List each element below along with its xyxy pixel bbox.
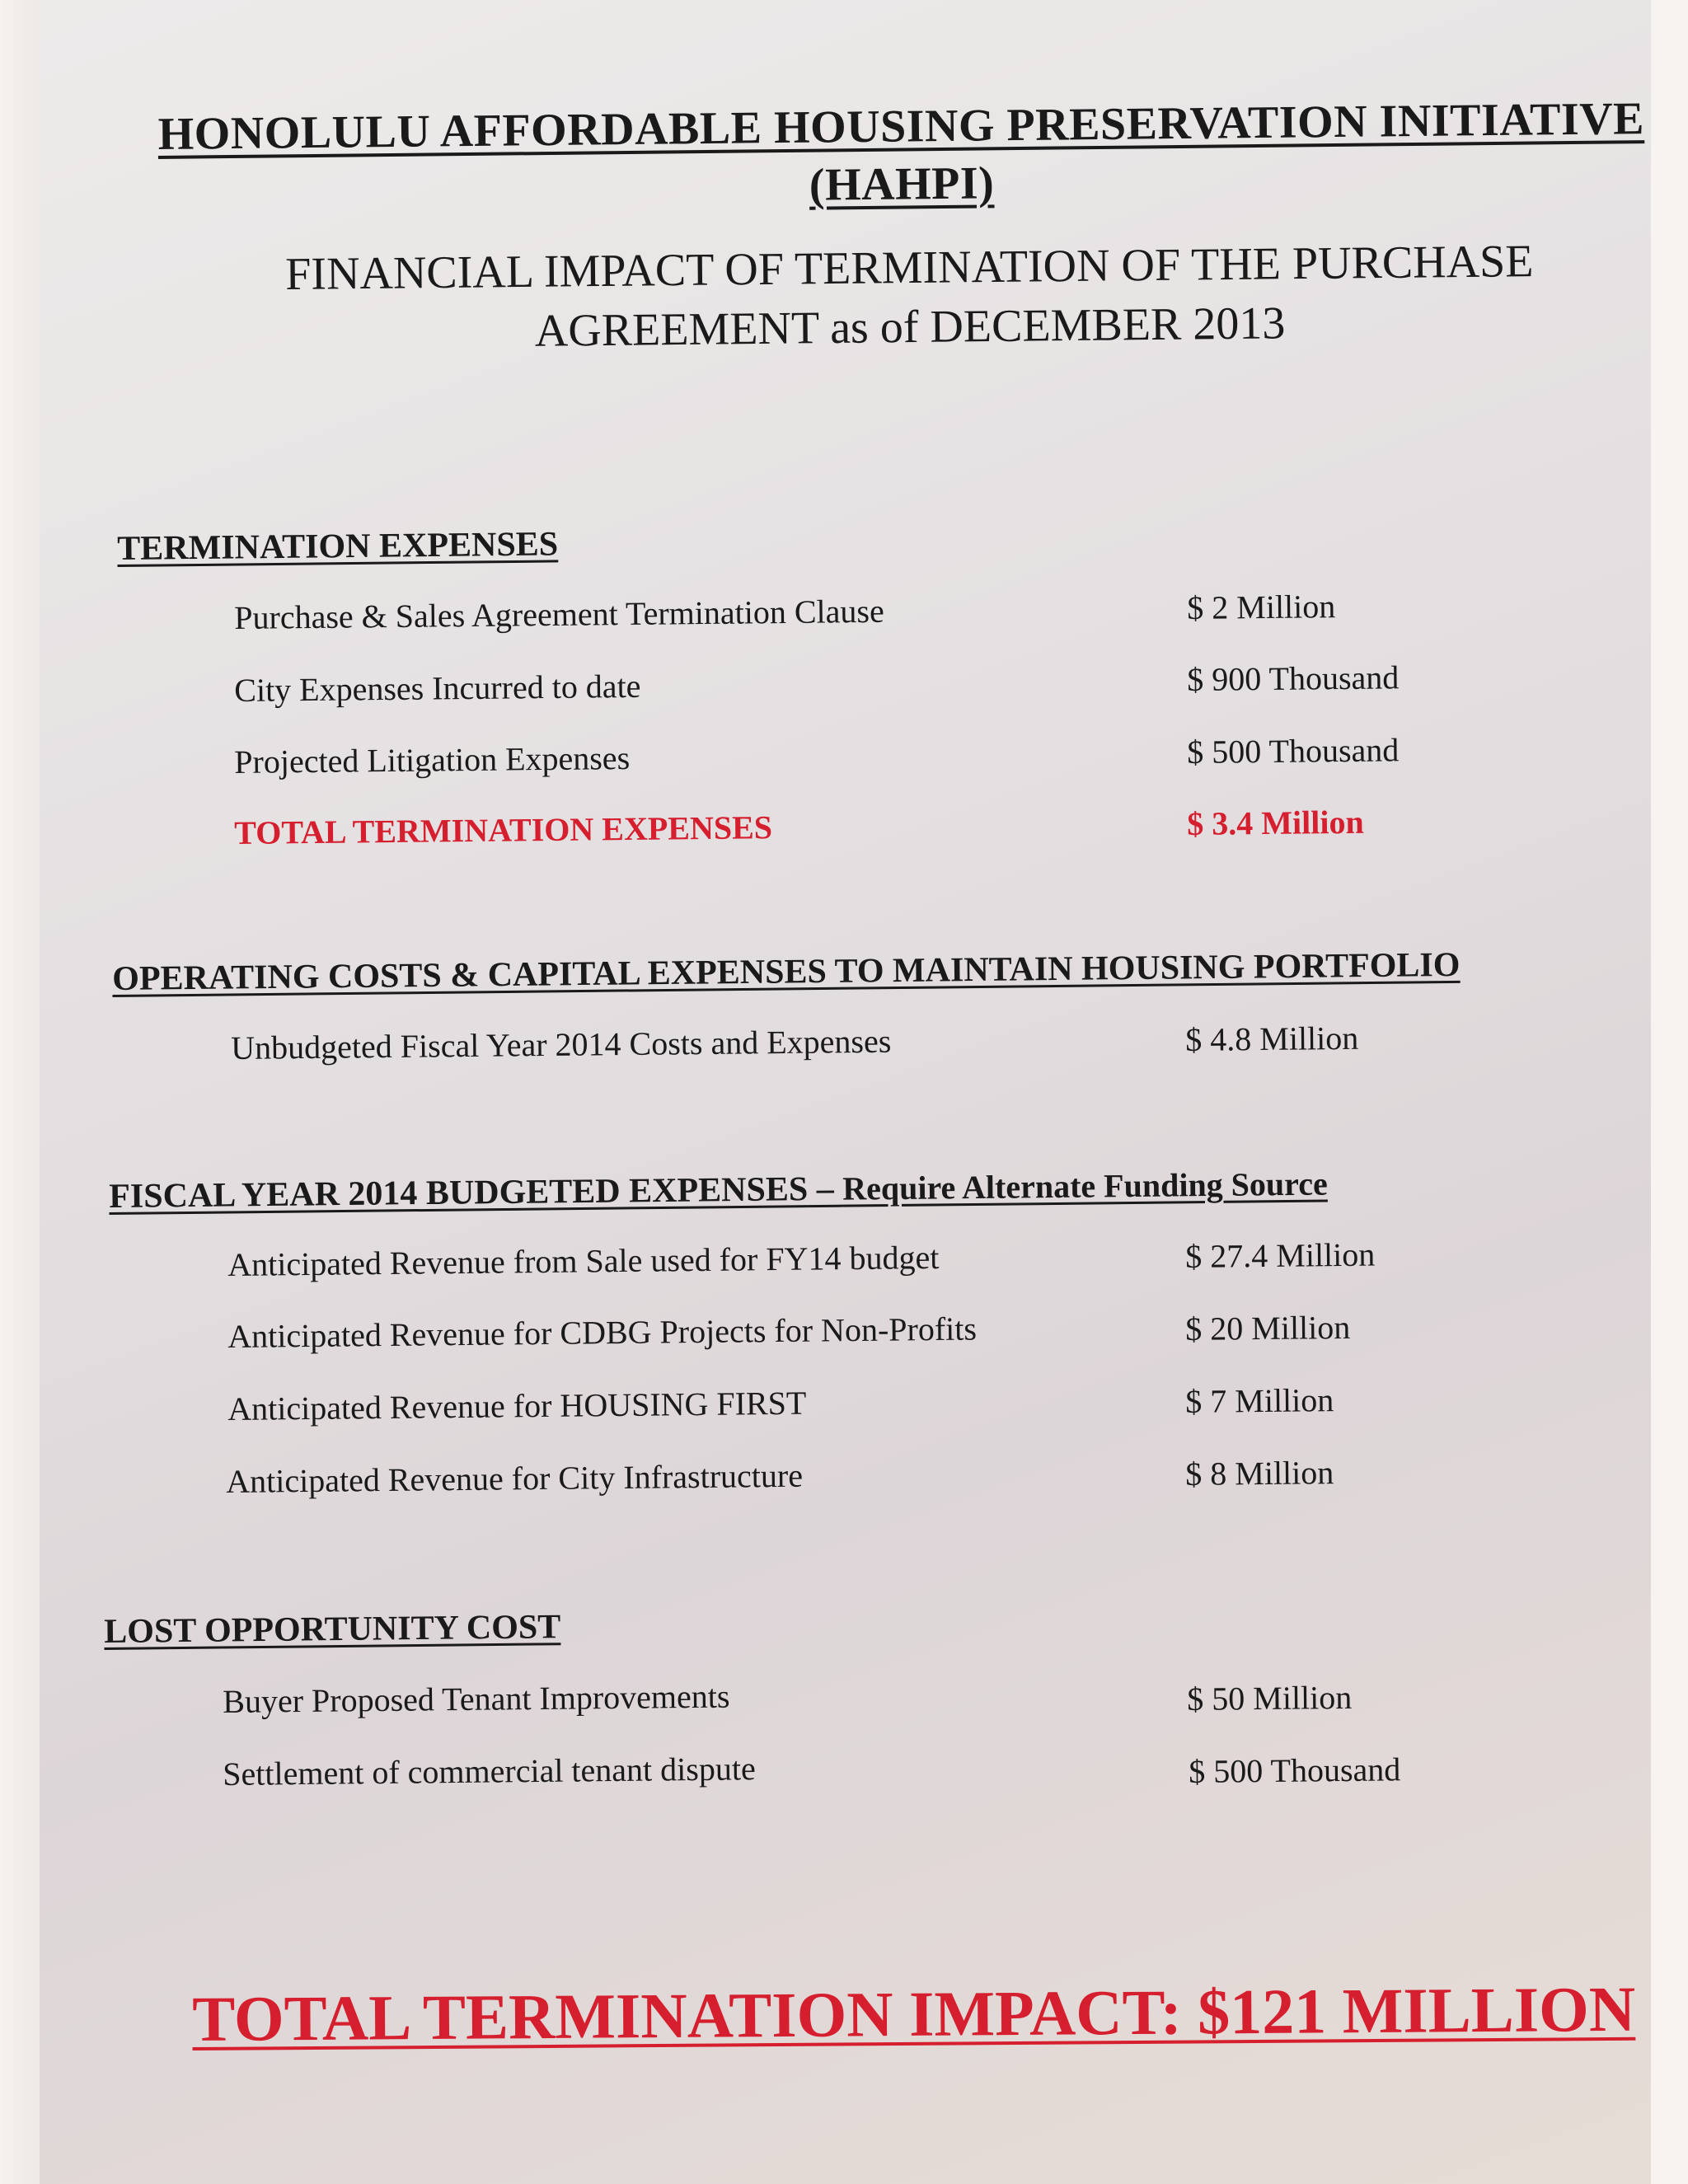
termination-row-label: Projected Litigation Expenses (234, 738, 631, 780)
section-heading-fiscal (109, 1163, 1328, 1218)
document-title (155, 90, 1648, 221)
grand-total: TOTAL TERMINATION IMPACT: $121 MILLION (192, 1972, 1636, 2055)
fiscal-row-label: Anticipated Revenue for HOUSING FIRST (227, 1384, 807, 1427)
title-line-1: HONOLULU AFFORDABLE HOUSING PRESERVATION INITIATIVE (157, 93, 1645, 160)
title-line-2: (HAHPI) (809, 157, 995, 211)
section-heading-lost-opportunity: LOST OPPORTUNITY COST (104, 1608, 561, 1651)
termination-total-label: TOTAL TERMINATION EXPENSES (234, 808, 773, 851)
fiscal-row-label: Anticipated Revenue from Sale used for FY14 budget (227, 1238, 940, 1283)
operating-row-label: Unbudgeted Fiscal Year 2014 Costs and Expenses (231, 1022, 892, 1066)
document-subtitle (204, 231, 1615, 364)
lost-row-label: Buyer Proposed Tenant Improvements (223, 1677, 730, 1720)
fiscal-heading-separator: – (807, 1169, 843, 1209)
fiscal-row-label: Anticipated Revenue for CDBG Projects for Non-Profits (227, 1310, 978, 1355)
termination-row-label: Purchase & Sales Agreement Termination Clause (234, 592, 884, 636)
fiscal-row-label: Anticipated Revenue for City Infrastructure (226, 1456, 804, 1500)
subtitle-line-2: AGREEMENT as of DECEMBER 2013 (534, 298, 1286, 357)
termination-row-value: $ 900 Thousand (1187, 658, 1400, 698)
lost-row-value: $ 50 Million (1187, 1678, 1353, 1718)
operating-row-value: $ 4.8 Million (1185, 1019, 1359, 1058)
termination-row-label: City Expenses Incurred to date (234, 667, 641, 709)
document-sheet (40, 0, 1651, 2184)
fiscal-heading-main: FISCAL YEAR 2014 BUDGETED EXPENSES (109, 1170, 809, 1216)
fiscal-row-value: $ 20 Million (1185, 1308, 1351, 1347)
termination-total-value: $ 3.4 Million (1187, 803, 1364, 842)
fiscal-row-value: $ 27.4 Million (1185, 1235, 1376, 1275)
fiscal-heading-note: Require Alternate Funding Source (842, 1165, 1328, 1207)
fiscal-row-value: $ 8 Million (1185, 1454, 1334, 1493)
page-edge-right (1651, 0, 1688, 2184)
fiscal-row-value: $ 7 Million (1185, 1381, 1334, 1420)
lost-row-value: $ 500 Thousand (1189, 1750, 1401, 1790)
lost-row-label: Settlement of commercial tenant dispute (223, 1750, 756, 1793)
page-edge-left (0, 0, 40, 2184)
subtitle-line-1: FINANCIAL IMPACT OF TERMINATION OF THE PURCHASE (284, 236, 1534, 300)
termination-row-value: $ 500 Thousand (1187, 731, 1400, 771)
section-heading-operating: OPERATING COSTS & CAPITAL EXPENSES TO MAINTAIN HOUSING PORTFOLIO (112, 945, 1461, 998)
termination-row-value: $ 2 Million (1187, 588, 1336, 626)
section-heading-termination: TERMINATION EXPENSES (117, 525, 559, 568)
